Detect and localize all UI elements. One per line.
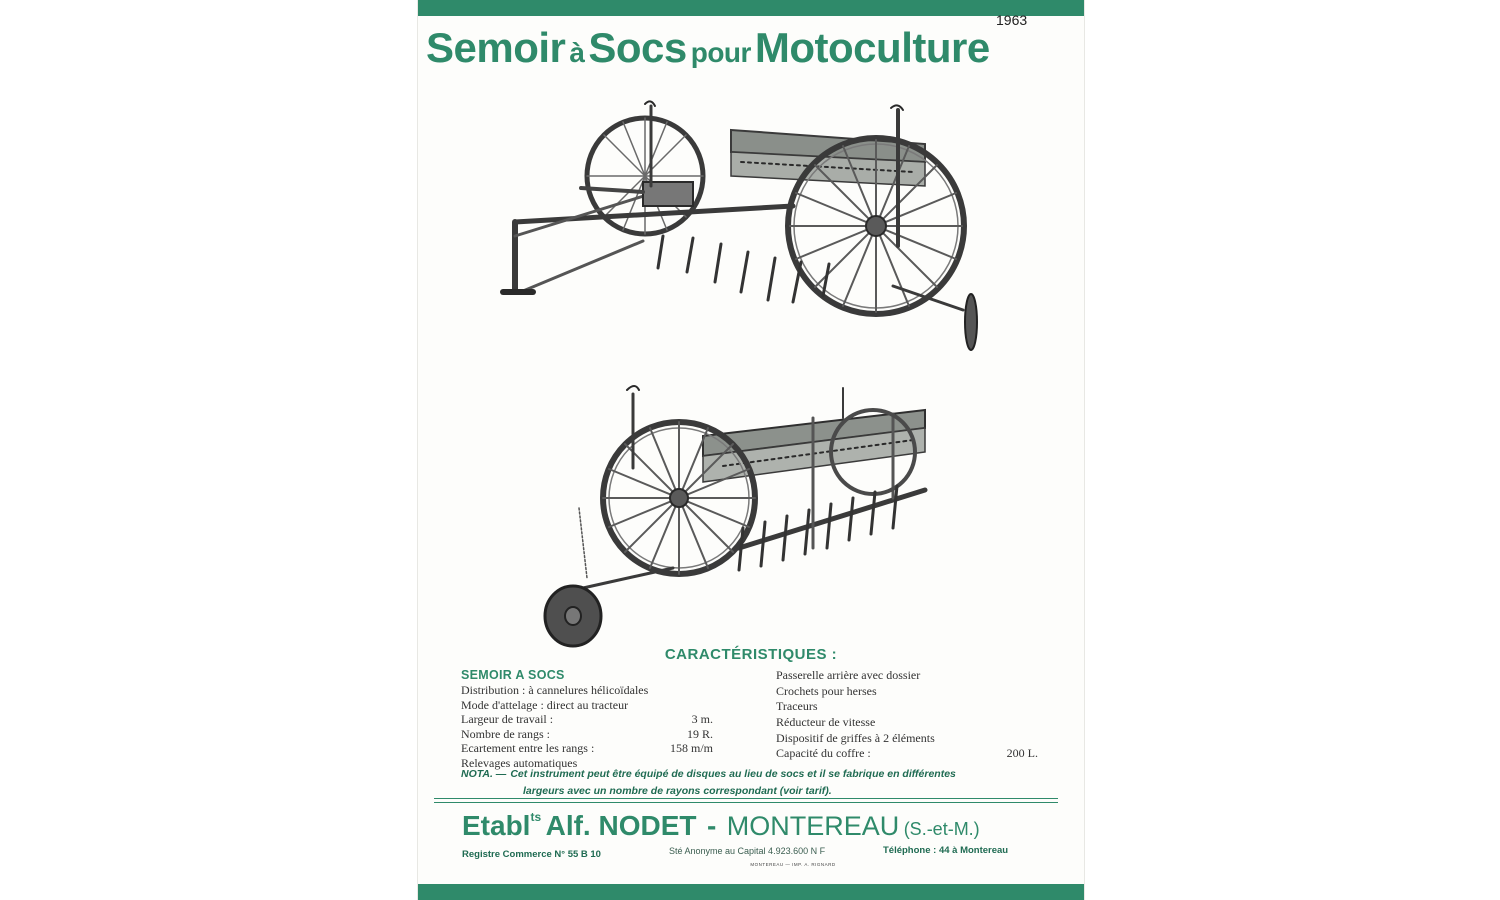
bottom-color-band	[418, 884, 1084, 900]
seed-drill-front-view-icon	[493, 96, 993, 358]
specs-heading: SEMOIR A SOCS	[461, 668, 565, 682]
spec-value: 200 L.	[1006, 746, 1038, 761]
spec-label: Distribution : à cannelures hélicoïdales	[461, 683, 649, 697]
divider-rule	[434, 802, 1058, 803]
company-capital: Sté Anonyme au Capital 4.923.600 N F	[669, 846, 826, 856]
company-etabl: Etabl	[462, 810, 531, 841]
catalog-page	[418, 0, 1084, 900]
page-title	[426, 24, 1076, 72]
nota-note	[461, 766, 1031, 800]
title-word-semoir: Semoir	[426, 24, 566, 71]
spec-label: Mode d'attelage : direct au tracteur	[461, 697, 629, 712]
spec-label: Largeur de travail :	[461, 712, 554, 727]
spec-row	[461, 683, 731, 698]
spec-value: 19 R.	[686, 726, 713, 741]
spec-row	[461, 698, 731, 713]
spec-row	[776, 731, 1038, 747]
company-name	[462, 810, 1062, 842]
spec-row	[776, 746, 1038, 762]
spec-label: Passerelle arrière avec dossier	[776, 668, 921, 682]
company-telephone: Téléphone : 44 à Montereau	[883, 845, 1009, 856]
spec-label: Dispositif de griffes à 2 éléments	[776, 730, 935, 745]
spec-value: 3 m.	[691, 712, 713, 727]
spec-label: Relevages automatiques	[461, 755, 578, 770]
company-owner: Alf. NODET	[545, 810, 697, 841]
spec-row	[776, 699, 1038, 715]
spec-row	[461, 712, 731, 727]
spec-value: 158 m/m	[669, 741, 713, 756]
company-city: MONTEREAU	[726, 811, 900, 841]
spec-label: Réducteur de vitesse	[776, 715, 876, 730]
company-separator: -	[706, 810, 717, 841]
spec-row	[461, 741, 731, 756]
divider-rule	[434, 798, 1058, 799]
spec-row	[461, 727, 731, 742]
title-word-pour: pour	[690, 37, 751, 68]
registre-commerce: Registre Commerce N° 55 B 10	[462, 849, 601, 860]
company-etabl-superscript: ts	[530, 810, 542, 824]
title-word-a: à	[569, 37, 585, 68]
specs-right-column	[776, 668, 1038, 762]
spec-label: Traceurs	[776, 699, 818, 714]
spec-row	[776, 715, 1038, 731]
spec-label: Nombre de rangs :	[461, 726, 550, 741]
specs-title: CARACTÉRISTIQUES :	[664, 646, 838, 663]
nota-line-1: Cet instrument peut être équipé de disques au lieu de socs et il se fabrique en différentes	[510, 768, 956, 780]
spec-row	[776, 684, 1038, 700]
company-department: (S.-et-M.)	[903, 819, 980, 839]
specs-left-column	[461, 668, 731, 771]
title-word-motoculture: Motoculture	[754, 24, 990, 71]
spec-label: Ecartement entre les rangs :	[461, 741, 595, 756]
seed-drill-rear-view-icon	[543, 378, 943, 650]
nota-line-2: largeurs avec un nombre de rayons correspondant (voir tarif).	[523, 785, 832, 797]
printer-credit: MONTEREAU — IMP. A. RIGNARD	[750, 862, 836, 867]
nota-label: NOTA. —	[461, 768, 507, 780]
top-color-band	[418, 0, 1084, 16]
year-label: 1963	[996, 12, 1028, 28]
spec-row	[776, 668, 1038, 684]
spec-label: Crochets pour herses	[776, 683, 877, 698]
spec-label: Capacité du coffre :	[776, 746, 871, 761]
title-word-socs: Socs	[588, 24, 687, 71]
